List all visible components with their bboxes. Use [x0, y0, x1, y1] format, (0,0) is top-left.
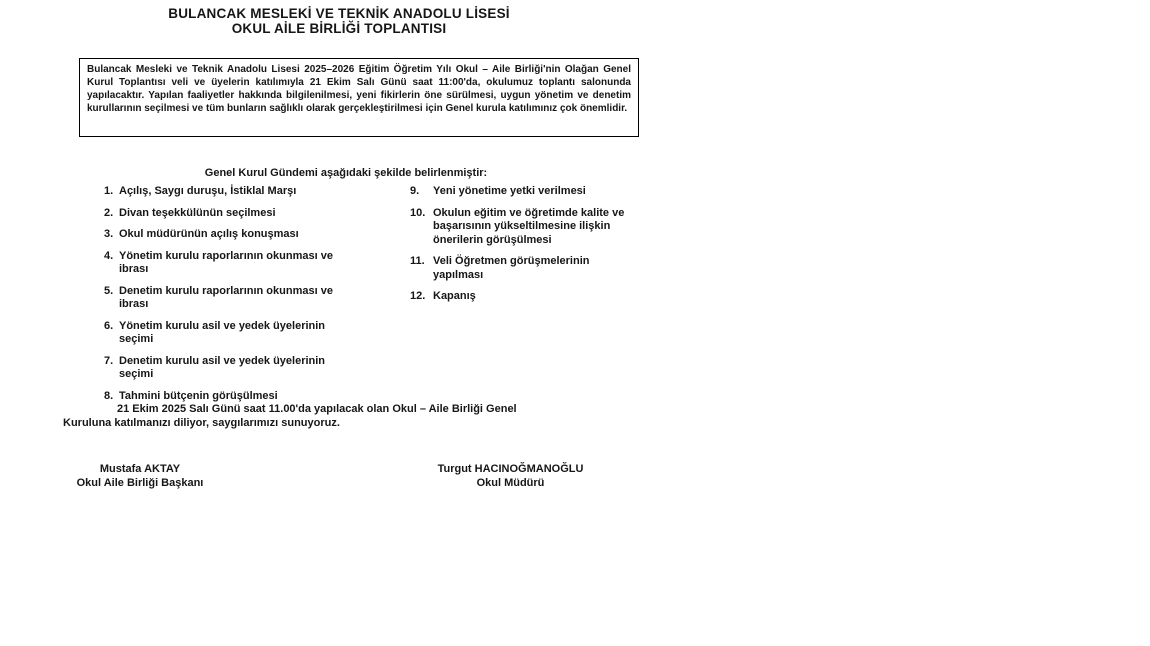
agenda-item-text: Yönetim kurulu asil ve yedek üyelerinin seçimi [119, 319, 326, 345]
agenda-item-text: Yeni yönetime yetki verilmesi [433, 185, 586, 197]
agenda-item-text: Tahmini bütçenin görüşülmesi [119, 389, 278, 402]
agenda-item-6 [104, 320, 354, 347]
intro-box-text: Bulancak Mesleki ve Teknik Anadolu Lisesi 2025–2026 Eğitim Öğretim Yılı Okul – Aile Birliği'nin Olağan Genel Kurul Toplantısı veli ve üyelerin katılımıyla 21 Ekim Salı Günü saat 11:00'da, okulumuz toplantı salonunda yapılacaktır. Yapılan faaliyetler hakkında bilgilenilmesi, yeni fikirlerin öne sürülmesi, uygun yönetim ve denetim kurullarının seçilmesi ve tüm bunların sağlıklı olarak gerçekleştirilmesi için Genel kurula katılımınız çok önemlidir. [87, 64, 631, 114]
agenda-item-3 [104, 228, 354, 242]
agenda-item-number: 12. [410, 290, 426, 302]
agenda-item-number: 8. [104, 389, 114, 402]
agenda-item-text: Açılış, Saygı duruşu, İstiklal Marşı [119, 185, 297, 197]
agenda-item-number: 11. [410, 255, 425, 267]
agenda-item-5 [104, 285, 354, 312]
agenda-item-text: Kapanış [433, 290, 476, 302]
signatory-name: Mustafa AKTAY [99, 463, 181, 475]
agenda-left-column [104, 185, 354, 411]
agenda-item-10 [410, 207, 635, 248]
agenda-item-text: Divan teşekkülünün seçilmesi [119, 206, 276, 219]
agenda-item-4 [104, 250, 354, 277]
signatory-title: Okul Müdürü [476, 476, 545, 489]
agenda-item-number: 10. [410, 206, 426, 219]
intro-box [79, 58, 639, 137]
signatory-name: Turgut HACINOĞMANOĞLU [437, 463, 584, 475]
document-title [0, 6, 678, 36]
agenda-item-number: 2. [104, 206, 114, 219]
agenda-item-text: Okul müdürünün açılış konuşması [119, 228, 299, 240]
closing-paragraph: 21 Ekim 2025 Salı Günü saat 11.00'da yapılacak olan Okul – Aile Birliği Genel Kuruluna katılmanızı diliyor, saygılarımızı sunuyoruz. [63, 403, 517, 429]
agenda-item-number: 7. [104, 354, 114, 367]
agenda-item-7 [104, 355, 354, 382]
signature-right [428, 463, 593, 490]
agenda-item-9 [410, 185, 635, 199]
agenda-item-text: Yönetim kurulu raporlarının okunması ve ibrası [119, 249, 333, 275]
signatory-title: Okul Aile Birliği Başkanı [76, 476, 204, 489]
agenda-item-12 [410, 290, 635, 304]
agenda-item-8 [104, 390, 354, 404]
agenda-item-text: Denetim kurulu asil ve yedek üyelerinin seçimi [119, 354, 326, 380]
agenda-item-number: 6. [104, 319, 114, 332]
agenda-right-column [410, 185, 635, 312]
agenda-item-number: 9. [410, 185, 420, 197]
agenda-item-11 [410, 255, 635, 282]
agenda-item-2 [104, 207, 354, 221]
agenda-item-text: Denetim kurulu raporlarının okunması ve ibrası [119, 284, 333, 310]
agenda-item-number: 4. [104, 249, 114, 262]
title-line-1: BULANCAK MESLEKİ VE TEKNİK ANADOLU LİSESİ [168, 6, 510, 21]
agenda-item-number: 1. [104, 185, 114, 197]
agenda-heading: Genel Kurul Gündemi aşağıdaki şekilde belirlenmiştir: [204, 167, 488, 179]
agenda-item-number: 3. [104, 228, 114, 240]
agenda-item-text: Okulun eğitim ve öğretimde kalite ve başarısının yükseltilmesine ilişkin önerilerin görüşülmesi [433, 206, 625, 246]
agenda-item-1 [104, 185, 354, 199]
agenda-item-text: Veli Öğretmen görüşmelerinin yapılması [433, 255, 590, 281]
agenda-item-number: 5. [104, 284, 114, 297]
signature-left [75, 463, 205, 490]
title-line-2: OKUL AİLE BİRLİĞİ TOPLANTISI [231, 21, 447, 36]
